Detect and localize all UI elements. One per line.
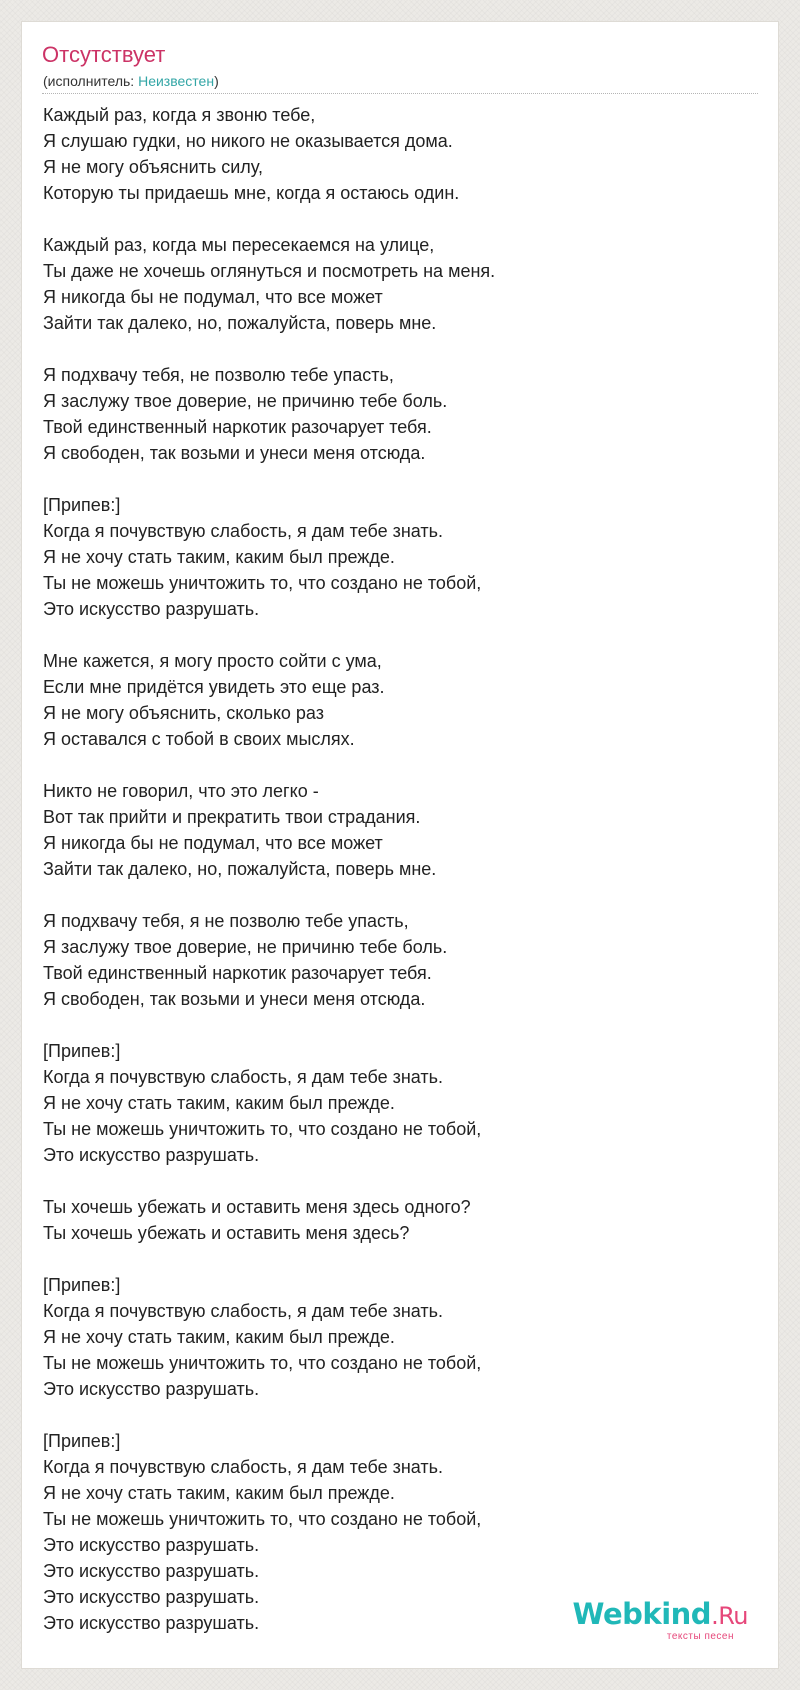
lyrics-line: Вот так прийти и прекратить твои страдания. [43, 807, 421, 827]
lyrics-line: Я оставался с тобой в своих мыслях. [43, 729, 355, 749]
lyrics-line: Я подхвачу тебя, не позволю тебе упасть, [43, 365, 394, 385]
lyrics-line: Каждый раз, когда мы пересекаемся на улице, [43, 235, 435, 255]
lyrics-line: Я не могу объяснить, сколько раз [43, 703, 324, 723]
lyrics-line: Я не хочу стать таким, каким был прежде. [43, 1483, 395, 1503]
artist-link[interactable]: Неизвестен [138, 73, 215, 89]
lyrics-line: Каждый раз, когда я звоню тебе, [43, 105, 316, 125]
lyrics-line: Зайти так далеко, но, пожалуйста, поверь мне. [43, 313, 437, 333]
lyrics-line: Я заслужу твое доверие, не причиню тебе боль. [43, 937, 448, 957]
lyrics-line: Когда я почувствую слабость, я дам тебе знать. [43, 1067, 444, 1087]
lyrics-line: Которую ты придаешь мне, когда я остаюсь один. [43, 183, 460, 203]
lyrics-line: Я не хочу стать таким, каким был прежде. [43, 1327, 395, 1347]
artist-line [43, 74, 219, 88]
lyrics-line: Твой единственный наркотик разочарует тебя. [43, 963, 432, 983]
lyrics-line: Мне кажется, я могу просто сойти с ума, [43, 651, 382, 671]
lyrics-line: Когда я почувствую слабость, я дам тебе знать. [43, 1457, 444, 1477]
lyrics-line: Я не могу объяснить силу, [43, 157, 263, 177]
lyrics-line: Ты не можешь уничтожить то, что создано не тобой, [43, 573, 482, 593]
lyrics-line: Ты даже не хочешь оглянуться и посмотреть на меня. [43, 261, 496, 281]
lyrics-line: Никто не говорил, что это легко - [43, 781, 319, 801]
header-divider [42, 93, 758, 94]
artist-suffix: ) [214, 73, 219, 89]
lyrics-line: Я никогда бы не подумал, что все может [43, 287, 383, 307]
lyrics-line: Я не хочу стать таким, каким был прежде. [43, 547, 395, 567]
lyrics-line: Я подхвачу тебя, я не позволю тебе упасть, [43, 911, 409, 931]
lyrics-line: Это искусство разрушать. [43, 1535, 260, 1555]
lyrics-line: Ты не можешь уничтожить то, что создано не тобой, [43, 1119, 482, 1139]
lyrics-line: Я свободен, так возьми и унеси меня отсюда. [43, 443, 426, 463]
lyrics-line: Я свободен, так возьми и унеси меня отсюда. [43, 989, 426, 1009]
lyrics-line: Это искусство разрушать. [43, 1145, 260, 1165]
lyrics-text [43, 102, 495, 1636]
logo-tld: .Ru [711, 1602, 748, 1630]
lyrics-line: Это искусство разрушать. [43, 1613, 260, 1633]
lyrics-line: Ты хочешь убежать и оставить меня здесь одного? [43, 1197, 471, 1217]
lyrics-line: Когда я почувствую слабость, я дам тебе знать. [43, 521, 444, 541]
site-logo[interactable] [548, 1597, 748, 1648]
lyrics-line: Я заслужу твое доверие, не причиню тебе боль. [43, 391, 448, 411]
lyrics-line: Твой единственный наркотик разочарует тебя. [43, 417, 432, 437]
lyrics-line: Я не хочу стать таким, каким был прежде. [43, 1093, 395, 1113]
logo-wordmark [572, 1597, 748, 1631]
lyrics-line: Это искусство разрушать. [43, 1561, 260, 1581]
logo-tagline: тексты песен [666, 1631, 734, 1642]
lyrics-line: Это искусство разрушать. [43, 599, 260, 619]
song-title: Отсутствует [42, 42, 166, 67]
lyrics-line: [Припев:] [43, 1275, 121, 1295]
lyrics-line: [Припев:] [43, 1041, 121, 1061]
lyrics-line: Ты не можешь уничтожить то, что создано не тобой, [43, 1353, 482, 1373]
lyrics-line: Это искусство разрушать. [43, 1587, 260, 1607]
lyrics-line: [Припев:] [43, 1431, 121, 1451]
lyrics-line: Я слушаю гудки, но никого не оказывается дома. [43, 131, 453, 151]
lyrics-line: Если мне придётся увидеть это еще раз. [43, 677, 385, 697]
lyrics-line: Когда я почувствую слабость, я дам тебе знать. [43, 1301, 444, 1321]
lyrics-line: Это искусство разрушать. [43, 1379, 260, 1399]
lyrics-card [21, 21, 779, 1669]
lyrics-line: Зайти так далеко, но, пожалуйста, поверь мне. [43, 859, 437, 879]
logo-name: Webkind [572, 1597, 712, 1631]
lyrics-line: Я никогда бы не подумал, что все может [43, 833, 383, 853]
artist-prefix: (исполнитель: [43, 73, 139, 89]
lyrics-line: Ты хочешь убежать и оставить меня здесь? [43, 1223, 410, 1243]
lyrics-line: Ты не можешь уничтожить то, что создано не тобой, [43, 1509, 482, 1529]
lyrics-line: [Припев:] [43, 495, 121, 515]
